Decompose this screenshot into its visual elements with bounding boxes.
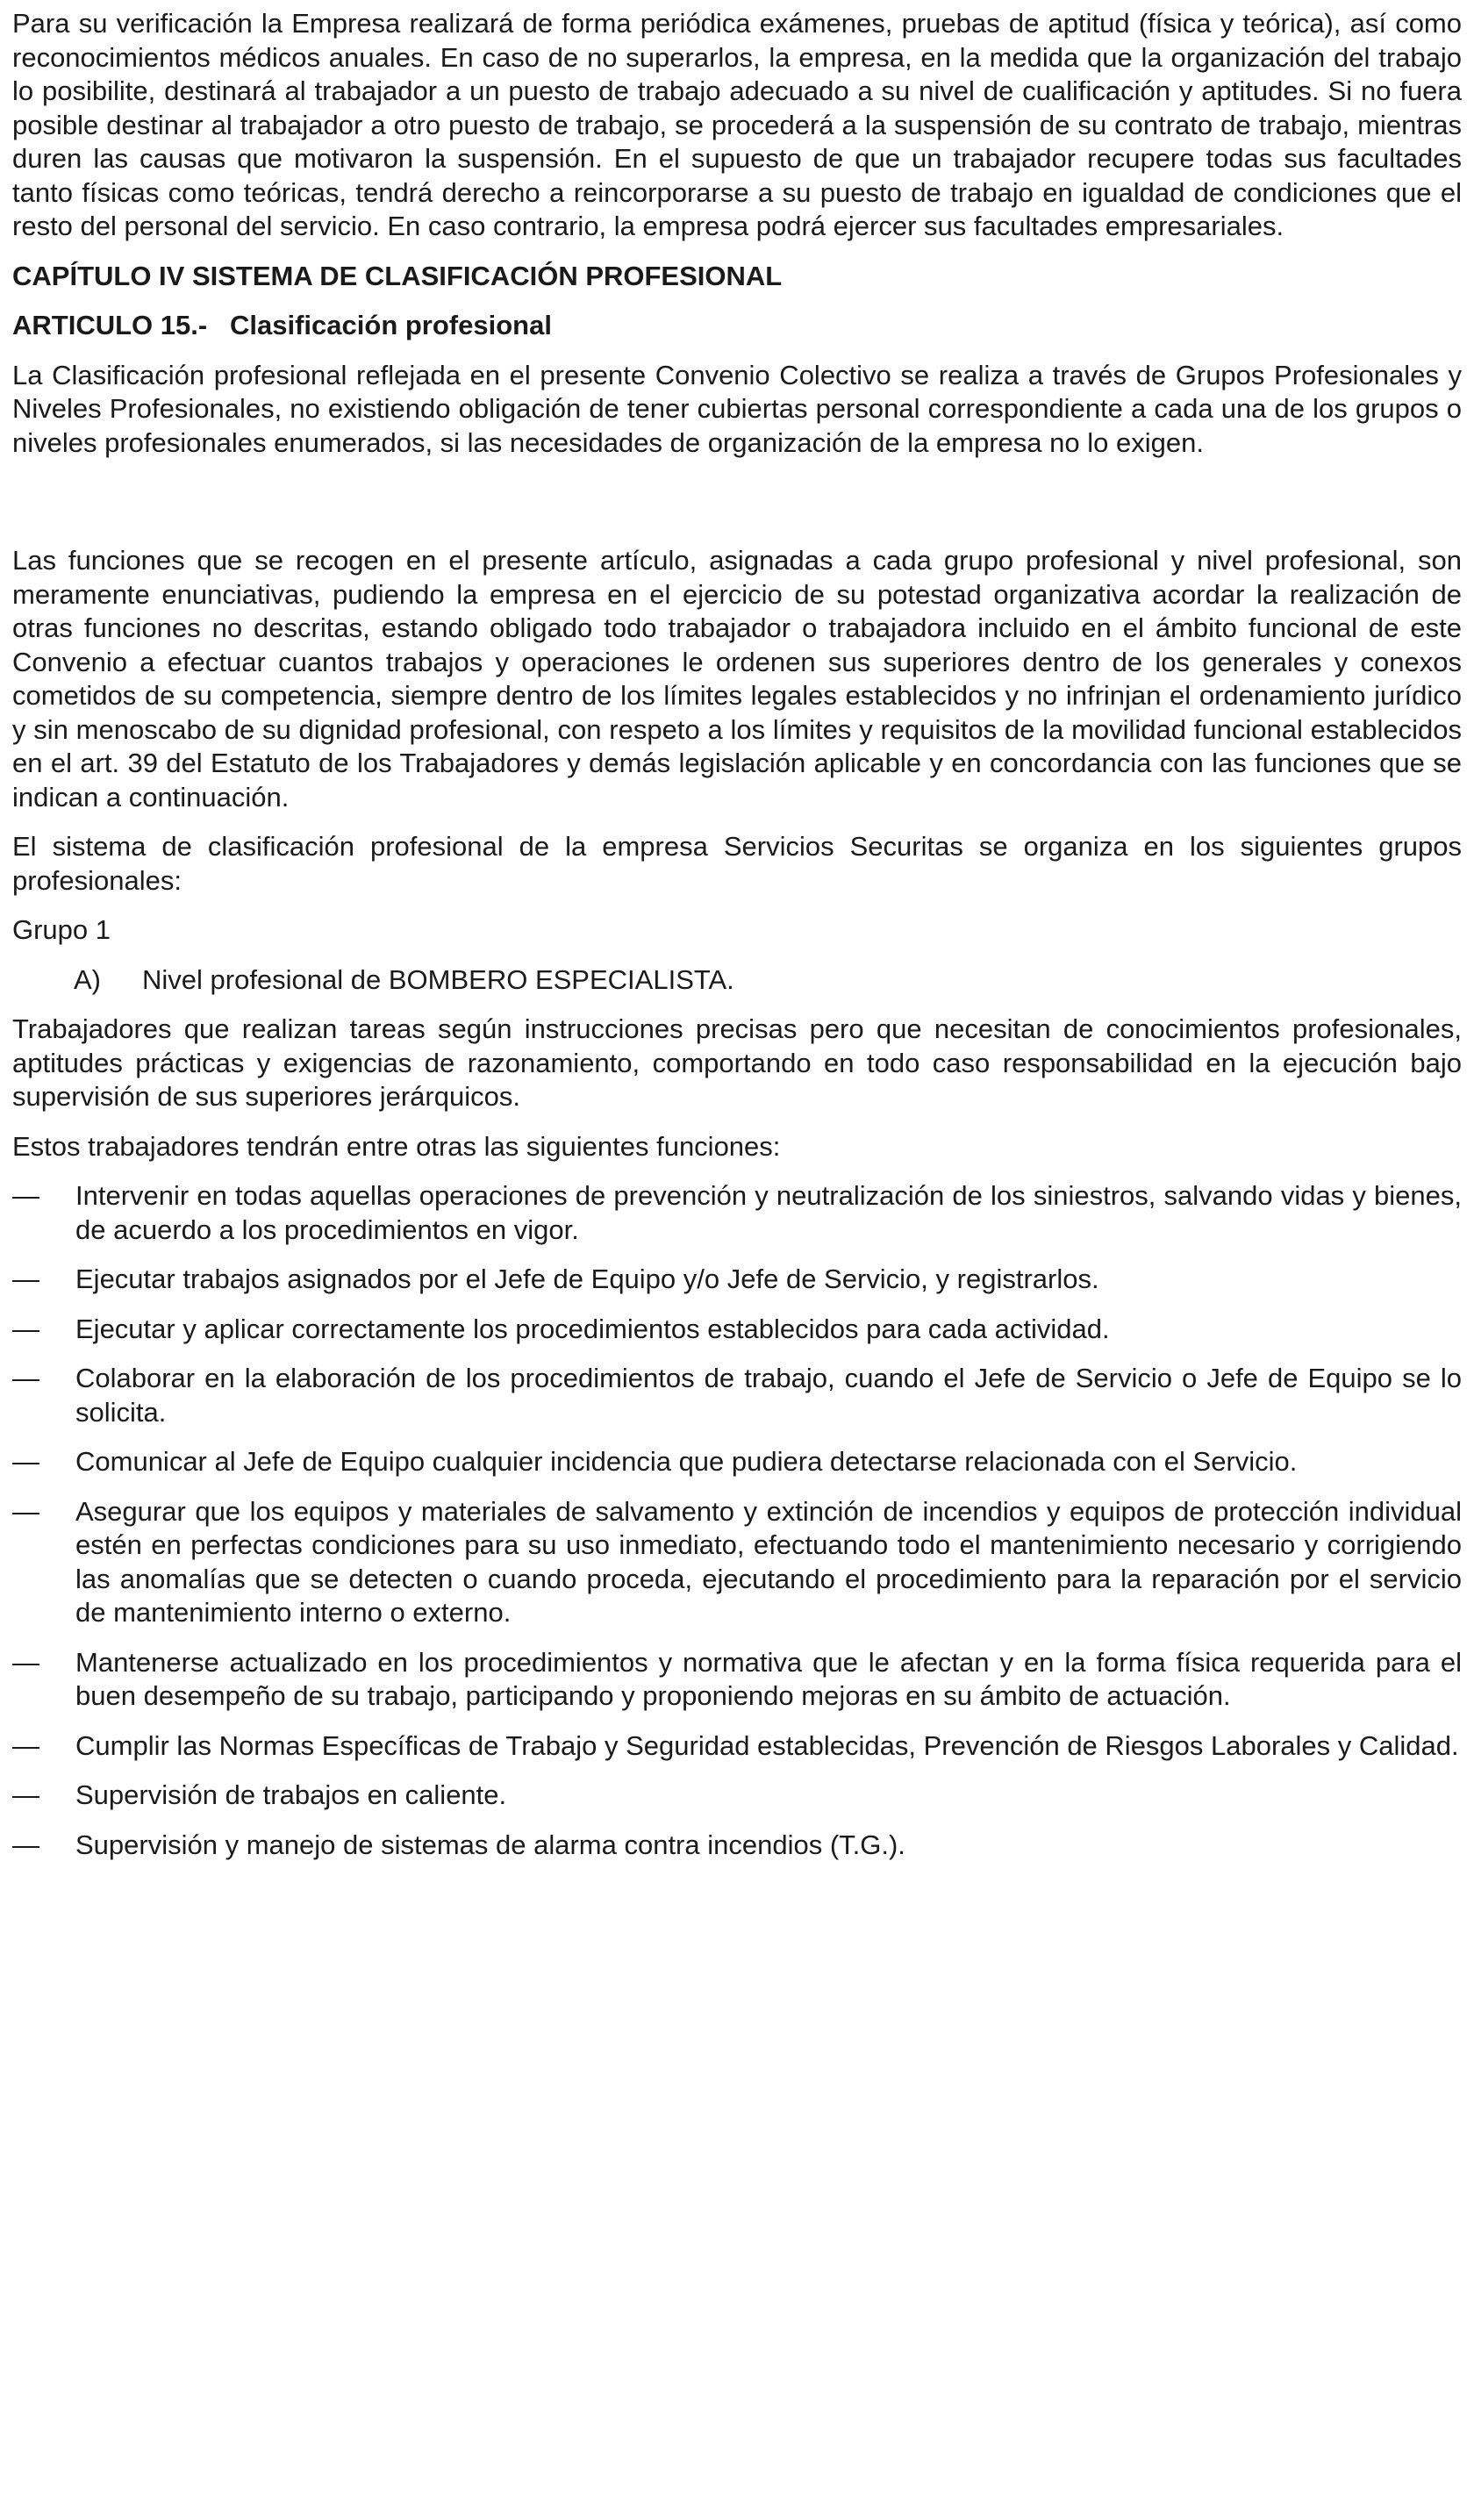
function-text: Ejecutar trabajos asignados por el Jefe de Equipo y/o Jefe de Servicio, y registrarlos.: [75, 1264, 1099, 1294]
dash-marker: —: [12, 1829, 39, 1860]
article-paragraph-1: La Clasificación profesional reflejada en el presente Convenio Colectivo se realiza a través de Grupos Profesionales y Niveles Profesionales, no existiendo obligación de tener cubiertas personal correspondiente a cada una de los grupos o niveles profesionales enumerados, si las necesidades de organización de la empresa no lo exigen.: [12, 359, 1462, 458]
dash-marker: —: [12, 1646, 39, 1678]
chapter-heading: CAPÍTULO IV SISTEMA DE CLASIFICACIÓN PROFESIONAL: [12, 260, 783, 291]
function-item: [12, 1313, 1462, 1347]
dash-marker: —: [12, 1363, 39, 1393]
dash-marker: —: [12, 1495, 39, 1527]
function-text: Supervisión y manejo de sistemas de alarma contra incendios (T.G.).: [75, 1829, 905, 1860]
article-paragraph-2: Las funciones que se recogen en el presente artículo, asignadas a cada grupo profesional y nivel profesional, son meramente enunciativas, pudiendo la empresa en el ejercicio de su potestad organizativa acordar la realización de otras funciones no descritas, estando obligado todo trabajador o trabajadora incluido en el ámbito funcional de este Convenio a efectuar cuantos trabajos y operaciones le ordenen sus superiores dentro de los generales y conexos cometidos de su competencia, siempre dentro de los límites legales establecidos y no infrinjan el ordenamiento jurídico y sin menoscabo de su dignidad profesional, con respeto a los límites y requisitos de la movilidad funcional establecidos en el art. 39 del Estatuto de los Trabajadores y demás legislación aplicable y en concordancia con las funciones que se indican a continuación.: [12, 545, 1462, 813]
function-text: Intervenir en todas aquellas operaciones de prevención y neutralización de los siniestros, salvando vidas y bienes, de acuerdo a los procedimientos en vigor.: [75, 1180, 1462, 1245]
function-text: Asegurar que los equipos y materiales de salvamento y extinción de incendios y equipos de protección individual estén en perfectas condiciones para su uso inmediato, efectuando todo el mantenimiento necesario y corrigiendo las anomalías que se detecten o cuando proceda, ejecutando el procedimiento para la reparación por el servicio de mantenimiento interno o externo.: [75, 1495, 1462, 1628]
function-text: Mantenerse actualizado en los procedimientos y normativa que le afectan y en la forma física requerida para el buen desempeño de su trabajo, participando y proponiendo mejoras en su ámbito de actuación.: [75, 1646, 1462, 1711]
function-item: [12, 1263, 1462, 1297]
function-text: Comunicar al Jefe de Equipo cualquier incidencia que pudiera detectarse relacionada con el Servicio.: [75, 1446, 1298, 1477]
function-item: [12, 1829, 1462, 1863]
functions-intro: Estos trabajadores tendrán entre otras las siguientes funciones:: [12, 1130, 781, 1162]
level-line: [74, 963, 1462, 998]
functions-list: [12, 1179, 1462, 1862]
function-item: [12, 1179, 1462, 1247]
level-description: Trabajadores que realizan tareas según instrucciones precisas pero que necesitan de conocimientos profesionales, aptitudes prácticas y exigencias de razonamiento, comportando en todo caso responsabilidad en la ejecución bajo supervisión de sus superiores jerárquicos.: [12, 1013, 1462, 1112]
document-page: [12, 7, 1462, 1878]
intro-paragraph: Para su verificación la Empresa realizará de forma periódica exámenes, pruebas de aptitud (física y teórica), así como reconocimientos médicos anuales. En caso de no superarlos, la empresa, en la medida que la organización del trabajo lo posibilite, destinará al trabajador a un puesto de trabajo adecuado a su nivel de cualificación y aptitudes. Si no fuera posible destinar al trabajador a otro puesto de trabajo, se procederá a la suspensión de su contrato de trabajo, mientras duren las causas que motivaron la suspensión. En el supuesto de que un trabajador recupere todas sus facultades tanto físicas como teóricas, tendrá derecho a reincorporarse a su puesto de trabajo en igualdad de condiciones que el resto del personal del servicio. En caso contrario, la empresa podrá ejercer sus facultades empresariales.: [12, 8, 1462, 241]
section-spacer: [12, 476, 1462, 544]
dash-marker: —: [12, 1729, 39, 1761]
function-item: [12, 1445, 1462, 1479]
dash-marker: —: [12, 1446, 39, 1477]
function-text: Colaborar en la elaboración de los procedimientos de trabajo, cuando el Jefe de Servicio o Jefe de Equipo se lo solicita.: [75, 1363, 1462, 1428]
function-text: Cumplir las Normas Específicas de Trabajo y Seguridad establecidas, Prevención de Riesgos Laborales y Calidad.: [75, 1729, 1459, 1761]
function-item: [12, 1362, 1462, 1429]
function-text: Ejecutar y aplicar correctamente los procedimientos establecidos para cada actividad.: [75, 1313, 1110, 1344]
dash-marker: —: [12, 1264, 39, 1294]
dash-marker: —: [12, 1779, 39, 1810]
level-text: Nivel profesional de BOMBERO ESPECIALISTA.: [142, 963, 734, 995]
dash-marker: —: [12, 1180, 39, 1211]
dash-marker: —: [12, 1313, 39, 1344]
function-item: [12, 1779, 1462, 1813]
group-label: Grupo 1: [12, 914, 111, 945]
level-letter: A): [74, 963, 101, 995]
function-text: Supervisión de trabajos en caliente.: [75, 1779, 507, 1810]
function-item: [12, 1729, 1462, 1764]
article-paragraph-3: El sistema de clasificación profesional de la empresa Servicios Securitas se organiza en los siguientes grupos profesionales:: [12, 831, 1462, 896]
function-item: [12, 1646, 1462, 1714]
article-heading: ARTICULO 15.- Clasificación profesional: [12, 310, 552, 340]
function-item: [12, 1495, 1462, 1630]
